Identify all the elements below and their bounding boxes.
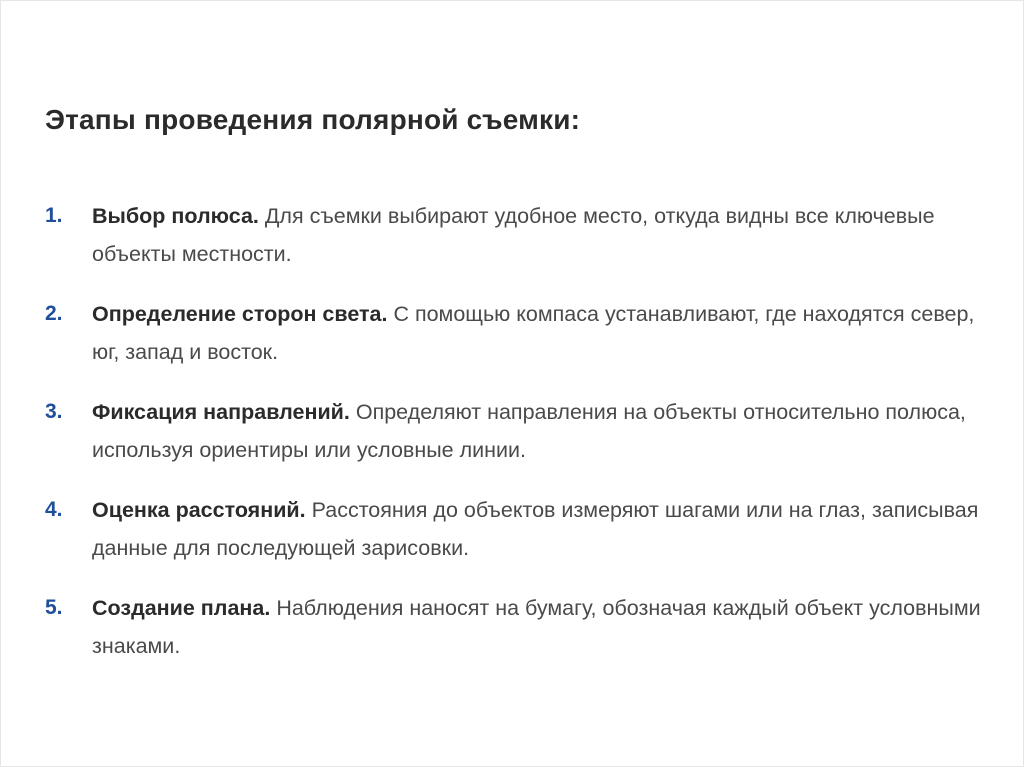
- step-description: С помощью компаса устанавливают, где находятся север, юг, запад и восток.: [92, 302, 975, 364]
- step-description: Для съемки выбирают удобное место, откуда видны все ключевые объекты местности.: [92, 204, 935, 266]
- step-description: Определяют направления на объекты относительно полюса, используя ориентиры или условные линии.: [92, 400, 966, 462]
- page-title: Этапы проведения полярной съемки:: [45, 104, 581, 135]
- steps-list: [45, 197, 1005, 687]
- list-item: [45, 197, 1005, 295]
- list-item: [45, 491, 1005, 589]
- list-item: [45, 393, 1005, 491]
- step-number: 4.: [45, 498, 63, 521]
- step-text: [92, 393, 1005, 469]
- list-item: [45, 589, 1005, 687]
- step-lead: Выбор полюса.: [92, 204, 259, 228]
- step-number: 3.: [45, 400, 63, 423]
- step-number: 2.: [45, 302, 63, 325]
- list-item: [45, 295, 1005, 393]
- step-text: [92, 491, 1005, 567]
- step-number: 5.: [45, 596, 63, 619]
- step-lead: Создание плана.: [92, 596, 271, 620]
- step-lead: Фиксация направлений.: [92, 400, 350, 424]
- step-text: [92, 295, 1005, 371]
- step-lead: Оценка расстояний.: [92, 498, 306, 522]
- step-text: [92, 197, 1005, 273]
- step-description: Расстояния до объектов измеряют шагами или на глаз, записывая данные для последующей зарисовки.: [92, 498, 979, 560]
- step-text: [92, 589, 1005, 665]
- step-lead: Определение сторон света.: [92, 302, 388, 326]
- step-description: Наблюдения наносят на бумагу, обозначая каждый объект условными знаками.: [92, 596, 981, 658]
- step-number: 1.: [45, 204, 63, 227]
